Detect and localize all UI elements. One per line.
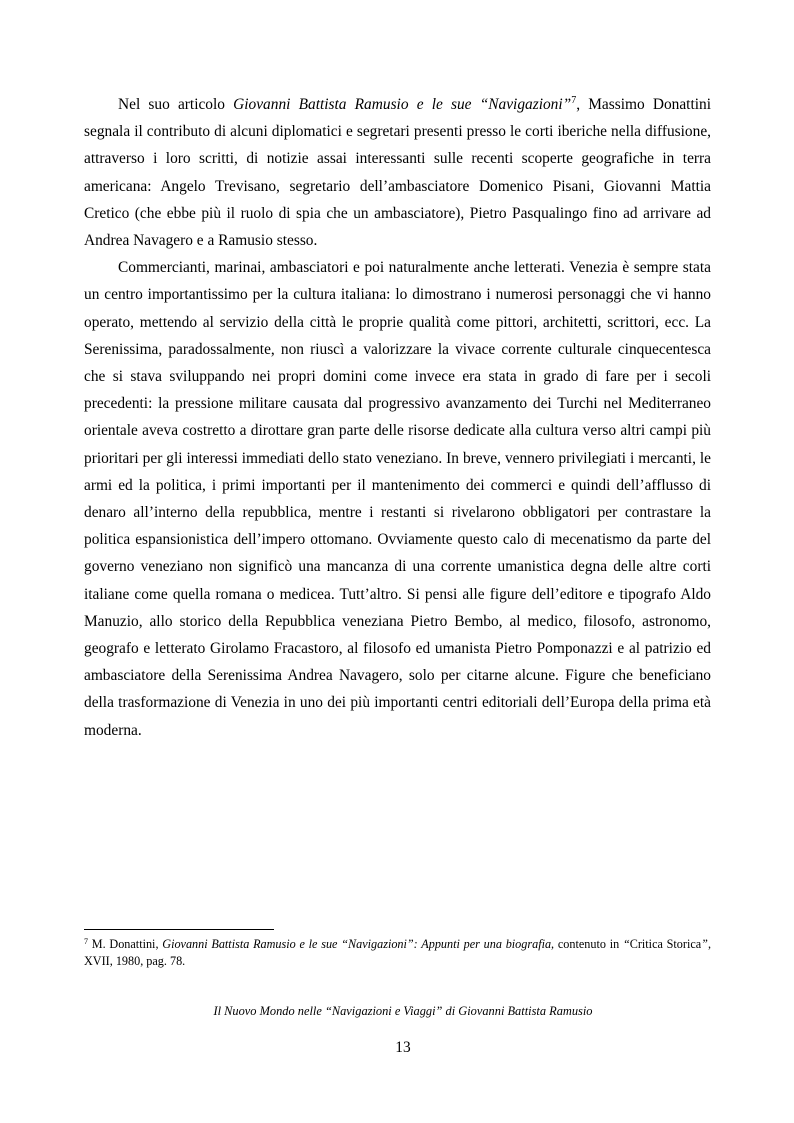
page-number: 13	[395, 1039, 411, 1056]
footnote-middle: contenuto in	[554, 937, 623, 951]
paragraph-2: Commercianti, marinai, ambasciatori e poi naturalmente anche letterati. Venezia è sempre stata un centro importantissimo per la cultura italiana: lo dimostrano i numerosi personaggi che vi hanno operato, mettendo al servizio della città le proprie qualità come pittori, architetti, scrittori, ecc. La Serenissima, paradossalmente, non riuscì a valorizzare la vivace corrente culturale cinquecentesca che si stava sviluppando nei propri domini come invece era stata in grado di fare per i secoli precedenti: la pressione militare causata dal progressivo avanzamento dei Turchi nel Mediterraneo orientale aveva costretto a dirottare gran parte delle risorse dedicate alla cultura verso altri campi più prioritari per gli interessi immediati dello stato veneziano. In breve, vennero privilegiati i mercanti, le armi ed la politica, i primi importanti per il mantenimento dei commerci e quindi dell’afflusso di denaro all’interno della repubblica, mentre i restanti si rivelarono obbligatori per contrastare la politica espansionistica dell’impero ottomano. Ovviamente questo calo di mecenatismo da parte del governo veneziano non significò una mancanza di una corrente umanistica degna delle altre corti italiane come quella romana o medicea. Tutt’altro. Si pensi alle figure dell’editore e tipografo Aldo Manuzio, allo storico della Repubblica veneziana Pietro Bembo, al medico, filosofo, astronomo, geografo e letterato Girolamo Fracastoro, al filosofo ed umanista Pietro Pomponazzi e al patrizio ed ambasciatore della Serenissima Andrea Navagero, solo per citarne alcune. Figure che beneficiano della trasformazione di Venezia in uno dei più importanti centri editoriali dell’Europa della prima età moderna.	[84, 259, 711, 739]
footnote-separator	[84, 929, 274, 930]
footnote-quote-close: ”	[701, 937, 708, 951]
body-text	[84, 91, 711, 744]
paragraph-1-rest: , Massimo Donattini segnala il contributo di alcuni diplomatici e segretari presenti presso le corti iberiche nella diffusione, attraverso i loro scritti, di notizie assai interessanti sulle recenti scoperte geografiche in terra americana: Angelo Trevisano, segretario dell’ambasciatore Domenico Pisani, Giovanni Mattia Cretico (che ebbe più il ruolo di spia che un ambasciatore), Pietro Pasqualingo fino ad arrivare ad Andrea Navagero e a Ramusio stesso.	[84, 96, 711, 250]
footnote-7	[84, 936, 711, 969]
footnote-author: M. Donattini,	[88, 937, 163, 951]
footnote-journal: Critica Storica	[629, 937, 702, 951]
footnote-reference[interactable]: 7	[571, 95, 577, 106]
footnote-number: 7	[84, 937, 88, 946]
paragraph-1	[84, 91, 711, 254]
footnote-rest: , XVII, 1980, pag. 78.	[84, 937, 711, 968]
footnote-quote-open: “	[622, 937, 630, 951]
article-title: Giovanni Battista Ramusio e le sue “Navigazioni”	[233, 96, 572, 113]
paragraph-1-intro: Nel suo articolo	[118, 96, 234, 113]
running-footer: Il Nuovo Mondo nelle “Navigazioni e Viaggi” di Giovanni Battista Ramusio	[213, 1004, 593, 1018]
footnote-title: Giovanni Battista Ramusio e le sue “Navigazioni”: Appunti per una biografia,	[162, 937, 555, 951]
